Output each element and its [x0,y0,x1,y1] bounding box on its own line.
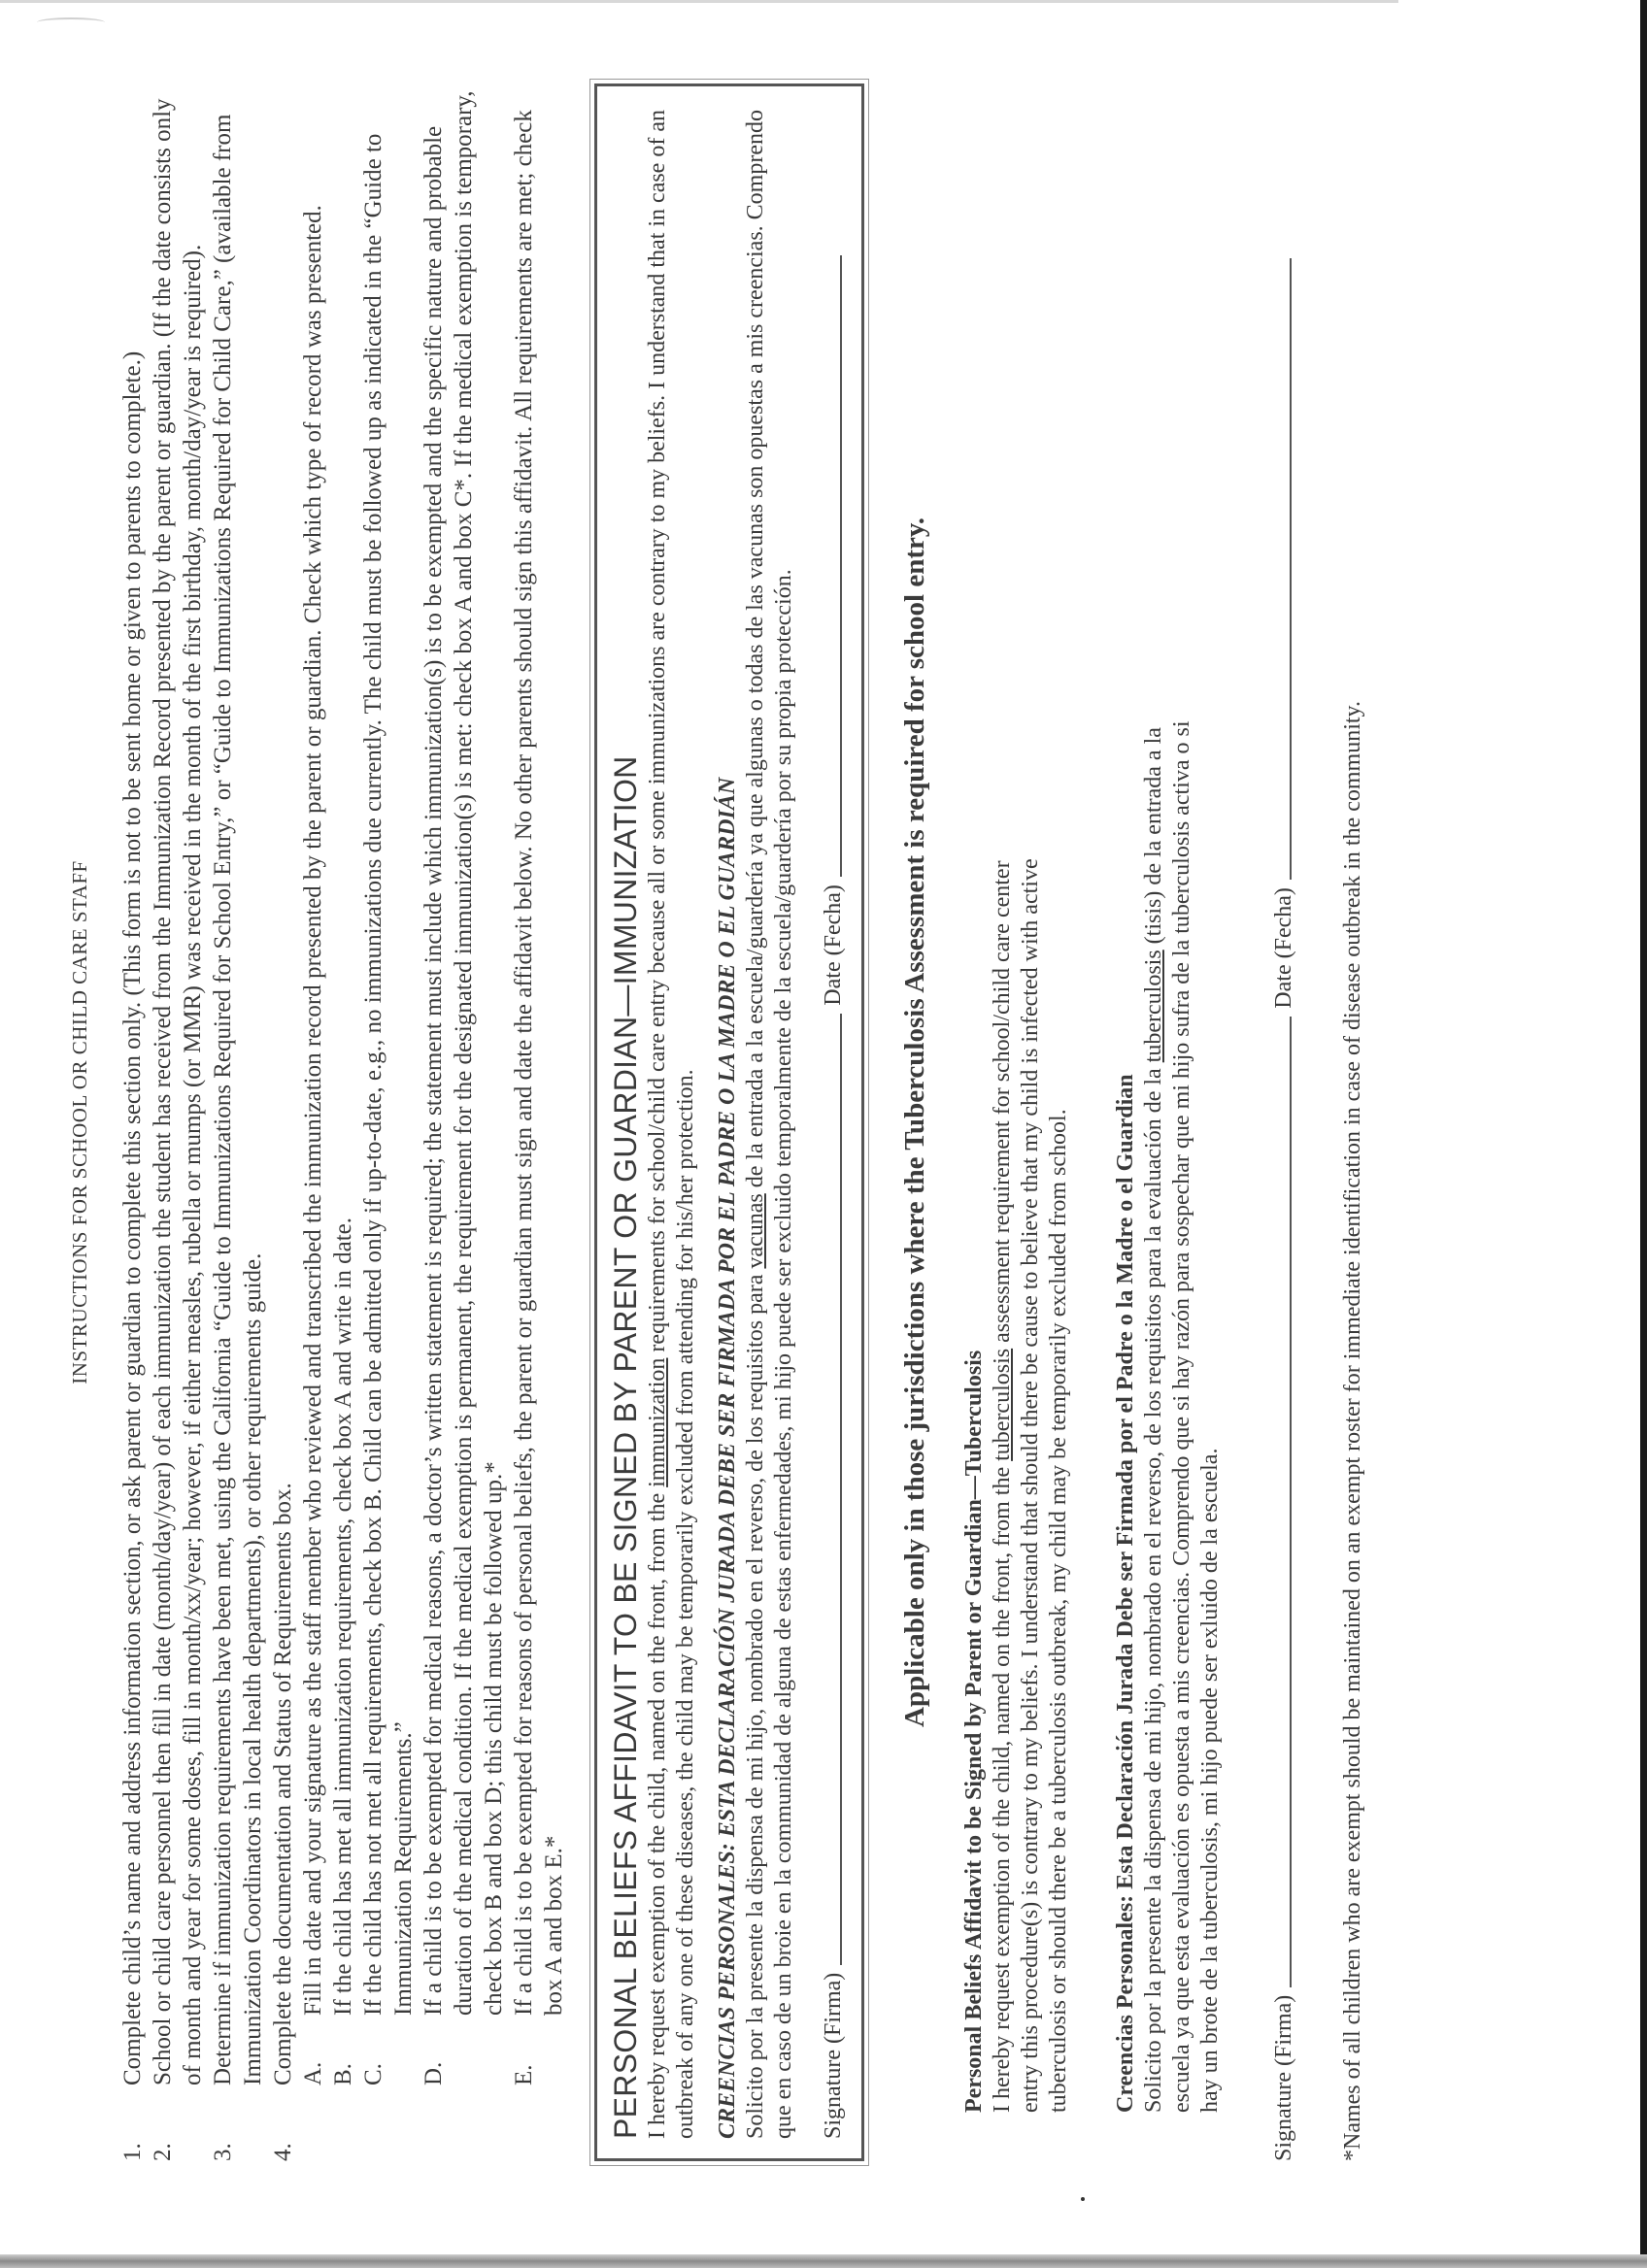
underlined-term: vacunas [743,1193,768,1269]
item-number: 1. [119,2143,146,2161]
item-text: Complete the documentation and Status of Requirements box. [270,1483,296,2085]
text-part: Solicito por la presente la dispensa de mi hijo, nombrado en el reverso, de los requisitos para la evaluación de la [1141,1062,1166,2113]
item-text: School or child care personnel then fill in date (month/day/year) of each immunization the student has received from the Immunization Record presented by the parent or guardian. (If the date consists only of month and year for some doses, fill in month/xx/year; however, if either measles, rubella or mumps (or MMR) was received in the month of the first birthday, month/day/year is required). [150,98,206,2085]
signature-line[interactable] [1290,1017,1292,1987]
signature-label: Signature (Firma) [1271,1994,1296,2161]
tb-section-heading: Applicable only in those jurisdictions where the Tuberculosis Assessment is required for school entry. [899,517,930,1728]
immunization-affidavit-box [594,83,864,2161]
footnote: *Names of all children who are exempt should be maintained on an exempt roster for immediate identification in case of disease outbreak in the community. [1340,701,1365,2161]
tb-signature-row [1271,83,1297,2161]
sub-item-text: If a child is to be exempted for reasons of personal beliefs, the parent or guardian must sign and date the affidavit below. No other parents should sign this affidavit. All requirements are met; check box A and box E.* [511,110,567,2016]
scan-edge-bottom [0,2254,1647,2268]
text-part: requirements for school/child care entry because all or some immunizations are contrary to my beliefs. I understand that in case of an outbreak of any one of these diseases, the child may be temporarily excluded from attending for his/her protection. [645,110,698,2139]
tb-spanish-title: Creencias Personales: Esta Declaración Jurada Debe ser Firmada por el Padre o la Madre o el Guardian [1113,1074,1138,2113]
sub-item-text: If the child has not met all requirements, check box B. Child can be admitted only if up-to-date, e.g., no immunizations due currently. The child must be followed up as indicated in the “Guide to Immunization Requirements.” [360,133,417,2016]
tb-affidavit-title: Personal Beliefs Affidavit to be Signed by Parent or Guardian—Tuberculosis [961,1350,987,2113]
instruction-item [268,83,569,2161]
item-text: Determine if immunization requirements have been met, using the California “Guide to Immunizations Required for School Entry,” or “Guide to Immunizations Required for Child Care,” (available from Immunization Coordinators in local health departments), or other requirements guide. [210,114,266,2085]
sub-item-letter: D. [420,2061,447,2085]
text-part: I hereby request exemption of the child, named on the front, from the [645,1486,670,2139]
scan-edge-right [1640,0,1647,2268]
underlined-term: tuberculosis [1141,950,1166,1063]
date-label: Date (Fecha) [821,884,846,1006]
date-line[interactable] [840,255,842,877]
instruction-item [208,83,268,2161]
affidavit-english-text [644,106,700,2139]
sub-item-text: Fill in date and your signature as the staff member who reviewed and transcribed the immunization record presented by the parent or guardian. Check which type of record was presented. [300,205,326,2016]
sub-instructions-list [298,83,569,2085]
sub-item [419,83,509,2085]
affidavit-signature-row [820,106,848,2139]
underlined-term: immunization [645,1357,670,1487]
text-part: Solicito por la presente la dispensa de mi hijo, nombrado en el reverso, de los requisitos para [743,1268,768,2139]
sub-item-letter: B. [330,2063,356,2085]
instruction-item [118,83,148,2161]
affidavit-spanish-text [742,106,798,2139]
tb-english-text [989,831,1073,2113]
sub-item-letter: E. [511,2064,537,2085]
item-text: Complete child’s name and address information section, or ask parent or guardian to complete this section only. (This form is not to be sent home or given to parents to complete.) [119,350,146,2085]
item-number: 4. [270,2143,296,2161]
sub-item-text: If a child is to be exempted for medical reasons, a doctor’s written statement is required; the statement must include which immunization(s) is to be exempted and the specific nature and probable duration of the medical condition. If the medical exemption is permanent, the requirement for the designated immunization(s) is met: check box A and box C*. If the medical exemption is temporary, check box B and box D; this child must be followed up.* [420,90,507,2016]
sub-item-text: If the child has met all immunization requirements, check box A and write in date. [330,1217,356,2016]
sub-item-letter: A. [300,2061,326,2085]
sub-item [509,83,569,2085]
item-number: 3. [210,2143,236,2161]
affidavit-spanish-title: CREENCIAS PERSONALES: ESTA DECLARACIÓN JURADA DEBE SER FIRMADA POR EL PADRE O LA MADRE O EL GUARDIÁN [715,777,740,2139]
text-part: de la entrada a la escuela/guardería ya que algunas o todas de las vacunas son opuestas a mis creencias. Comprendo que en caso de un broie en la communidad de alguna de estas enfermedades, mi hijo puede ser excluido temporalmente de la escuela/guardería por su propia protección. [743,110,796,2139]
date-line[interactable] [1290,258,1292,880]
tb-spanish-text [1140,715,1225,2113]
scan-dot [1081,2197,1085,2201]
affidavit-title: PERSONAL BELIEFS AFFIDAVIT TO BE SIGNED BY PARENT OR GUARDIAN—IMMUNIZATION [608,755,643,2139]
underlined-term: tuberculosis [990,1348,1015,1461]
sub-item [298,83,328,2085]
signature-label: Signature (Firma) [821,1972,846,2139]
sub-item-letter: C. [360,2063,387,2085]
text-part: assessment requirement for school/child care center entry this procedure(s) is contrary to my beliefs. I understand that should there be cause to believe that my child is infected with active tuberculosis or should there be a tuberculosis outbreak, my child may be temporarily excluded from school. [990,858,1071,2113]
item-number: 2. [150,2143,176,2161]
date-label: Date (Fecha) [1271,887,1296,1009]
tb-affidavit [960,83,1225,2161]
instructions-list [118,83,569,2161]
page-content [68,83,1366,2161]
instruction-item [148,83,208,2161]
signature-line[interactable] [840,1014,842,1965]
instructions-heading: INSTRUCTIONS FOR SCHOOL OR CHILD CARE STAFF [68,860,91,1384]
sub-item [358,83,419,2085]
text-part: I hereby request exemption of the child, named on the front, from the [990,1460,1015,2113]
sub-item [328,83,358,2085]
text-part: (tisis) de la entrada a la escuela ya que esta evaluación es opuesta a mis creencias. Comprendo que si hay razón para sospechar que mi hijo sufra de la tuberculosis activa o si hay un brote de la tuberculosis, mi hijo puede ser exluido de la escuela. [1141,720,1223,2113]
